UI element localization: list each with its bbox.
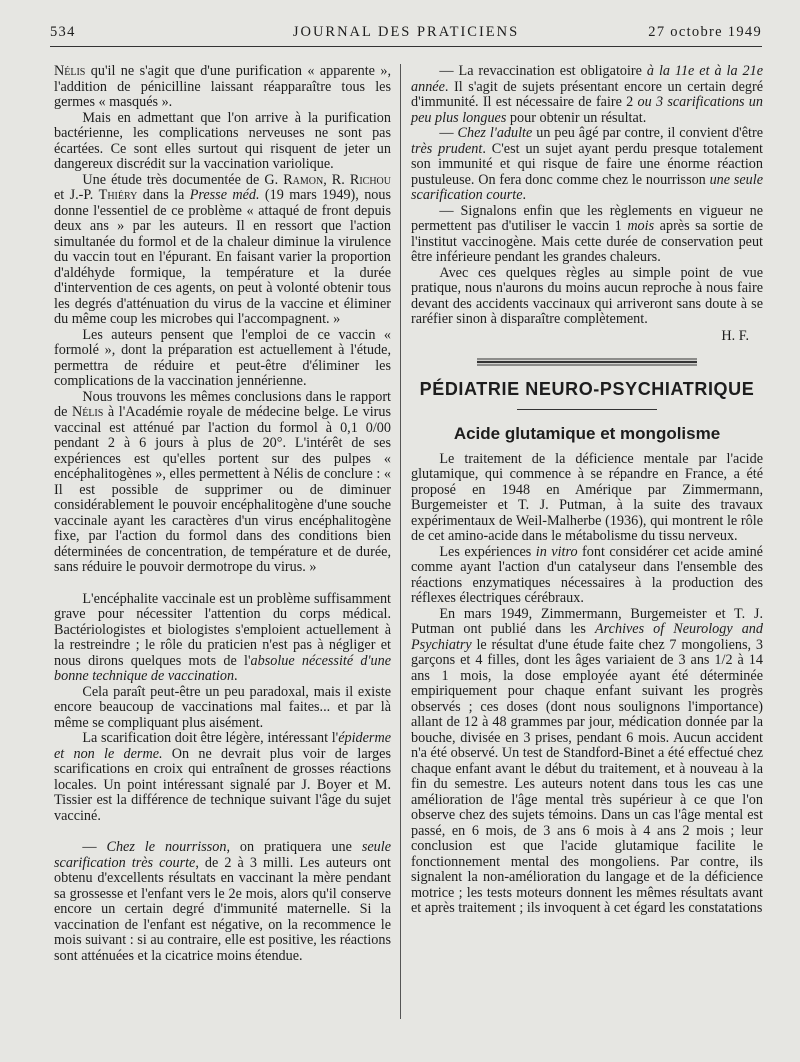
paragraph: En mars 1949, Zimmermann, Burgemeister et T. J. Putman ont publié dans les Archives of Neurology and Psychiatry le résultat d'une étude faite chez 7 mongoliens, 3 garçons et 4 filles, dont les âges variaient de 3 ans 1/2 à 14 ans 1 mois, la dose employée ayant été déterminée empiriquement pour chaque enfant suivant les progrès observés ; ces doses (dont nous soulignons l'importance) allant de 12 à 48 grammes par jour, médication donnée par la bouche, divisée en 3 prises, pendant 6 mois. Aucun accident n'a été observé. Un test de Standford-Binet a été effectué chez chaque enfant avant le début du traitement, et à nouveau à la fin du semestre. Les auteurs notent dans tous les cas une amélioration de l'âge mental très supérieur à ce que l'on observe chez des sujets témoins. Dans un cas l'âge mental est passé, en 6 mois, de 3 ans 6 mois à 4 ans 2 mois ; leur conclusion est que l'acide glutamique facilite le fonctionnement mental des mongoliens. Par contre, ils signalent la non-amélioration du langage et de la déficience motrice ; les tests moteurs donnent les mêmes résultats avant et après traitement ; ils invoquent à cet égard les constatations xyxy=(411,605,763,916)
right-column xyxy=(411,64,763,917)
journal-title: JOURNAL DES PRATICIENS xyxy=(292,24,520,40)
page-header xyxy=(50,24,762,46)
journal-name: Presse méd. xyxy=(189,187,260,203)
author-name: Ramon xyxy=(283,171,324,188)
paragraph: — La revaccination est obligatoire à la 11e et à la 21e année. Il s'agit de sujets présentant encore un certain degré d'immunité. Il est nécessaire de faire 2 ou 3 scarifications un peu plus longues pour obtenir un résultat. xyxy=(411,63,763,126)
header-rule xyxy=(50,46,762,47)
paragraph: Une étude très documentée de G. Ramon, R. Richou et J.-P. Thiéry dans la Presse méd. (19 mars 1949), nous donne l'essentiel de ce problème « attaqué de front depuis deux ans » par les auteurs. Il en ressort que l'action simultanée du formol et de la chaleur diminue la virulence du vaccin tout en l'épurant. En faisant varier la proportion d'aldéhyde formique, la température et la durée d'intervention de ces agents, on peut à volonté obtenir tous les degrés d'atténuation du virus de la vaccine et éliminer du même coup les microbes qui l'accompagnent. » xyxy=(54,171,391,327)
author-name: Richou xyxy=(349,171,391,188)
paragraph: Les auteurs pensent que l'emploi de ce vaccin « formolé », dont la préparation est actuellement à l'étude, permettra de réduire et peut-être d'éliminer les complications de la vaccination jennérienne. xyxy=(54,326,391,389)
paragraph: Les expériences in vitro font considérer cet acide aminé comme ayant l'action d'un catalyseur dans l'ensemble des réactions enzymatiques nécessaires à la production des réflexes électriques cérébraux. xyxy=(411,543,763,606)
paragraph: — Signalons enfin que les règlements en vigueur ne permettent pas d'utiliser le vaccin 1 mois après sa sortie de l'institut vaccinogène. Mais cette durée de conservation peut être inférieure pendant les grandes chaleurs. xyxy=(411,202,764,265)
page-number: 534 xyxy=(50,24,76,40)
paragraph: Mais en admettant que l'on arrive à la purification bactérienne, les complications nerveuses ne sont pas écartées. Ce sont elles surtout qui risquent de jeter un dangereux discrédit sur la vaccination variolique. xyxy=(54,109,391,172)
ornament-separator xyxy=(411,356,763,372)
article-title: Acide glutamique et mongolisme xyxy=(453,424,721,443)
paragraph: Cela paraît peut-être un peu paradoxal, mais il existe encore beaucoup de vaccinations mal faites... et par là même se compliquant plus aisément. xyxy=(54,683,391,731)
author-name: Nélis xyxy=(54,63,86,79)
author-name: Nélis xyxy=(71,404,104,420)
paragraph: Avec ces quelques règles au simple point de vue pratique, nous n'aurons du moins aucun reproche à nous faire devant des accidents vaccinaux qui arriveront sans doute à se raréfier sinon à disparaître complètement. xyxy=(411,264,763,327)
paragraph: Nélis qu'il ne s'agit que d'une purification « apparente », l'addition de pénicilline laissant réapparaître tous les germes « masqués ». xyxy=(54,63,391,110)
ornament-rule-icon xyxy=(477,357,697,367)
section-title: PÉDIATRIE NEURO-PSYCHIATRIQUE xyxy=(419,378,755,399)
author-name: Thiéry xyxy=(98,187,138,203)
paragraph: La scarification doit être légère, intéressant l'épiderme et non le derme. On ne devrait plus voir de larges scarifications en croix qui entraînent de grosses réactions locales. Un point intéressant signalé par J. Boyer et M. Tissier est la différence de technique suivant l'âge du sujet vacciné. xyxy=(54,730,391,824)
paragraph: L'encéphalite vaccinale est un problème suffisamment grave pour nécessiter l'attention du corps médical. Bactériologistes et biologistes s'emploient actuellement à la restreindre ; le rôle du praticien n'est pas à négliger et nous dirons quelques mots de l'absolue nécessité d'une bonne technique de vaccination. xyxy=(54,590,391,684)
paragraph: — Chez le nourrisson, on pratiquera une seule scarification très courte, de 2 à 3 milli. Les auteurs ont obtenu d'excellents résultats en vaccinant la mère pendant sa grossesse et l'enfant vers le 2e mois, alors qu'il conserve encore un certain degré d'immunité maternelle. Si la vaccination de l'enfant est négative, on la recommence le mois suivant : si au contraire, elle est positive, les réactions sont atténuées et la cicatrice moins étendue. xyxy=(54,839,392,964)
paragraph: — Chez l'adulte un peu âgé par contre, il convient d'être très prudent. C'est un sujet ayant perdu presque totalement son immunité et qui risque de faire une énorme réaction pustuleuse. On fera donc comme chez le nourrisson une seule scarification courte. xyxy=(411,125,763,203)
issue-date: 27 octobre 1949 xyxy=(648,24,762,40)
column-divider xyxy=(400,64,401,1019)
left-column xyxy=(54,64,391,964)
paragraph: Le traitement de la déficience mentale par l'acide glutamique, qui commence à se répandre en France, a été proposé en 1948 en Amérique par Zimmermann, Burgemeister et T. J. Putman, à la suite des travaux expérimentaux de Weil-Malherbe (1936), qui montrent le rôle de cet amino-acide dans le métabolisme du tissu nerveux. xyxy=(411,450,763,544)
signature: H. F. xyxy=(721,327,749,344)
paragraph: Nous trouvons les mêmes conclusions dans le rapport de Nélis à l'Académie royale de médecine belge. Le virus vaccinal est atténué par l'action du formol à 0,1 0/00 pendant 2 à 6 jours à plus de 20°. L'intérêt de ses expériences est qu'elles portent sur des pulpes « encéphalitogènes », elles permettent à Nélis de conclure : « Il est possible de supprimer ou de diminuer considérablement le pouvoir encéphalitogène d'une souche vaccinale ayant les caractères d'un virus encéphalitogène fixe, par l'action du formol dans des conditions bien déterminées de concentration, de température et de durée, sans réduire le pouvoir dermotrope du virus. » xyxy=(54,388,391,575)
section-rule xyxy=(517,409,657,410)
